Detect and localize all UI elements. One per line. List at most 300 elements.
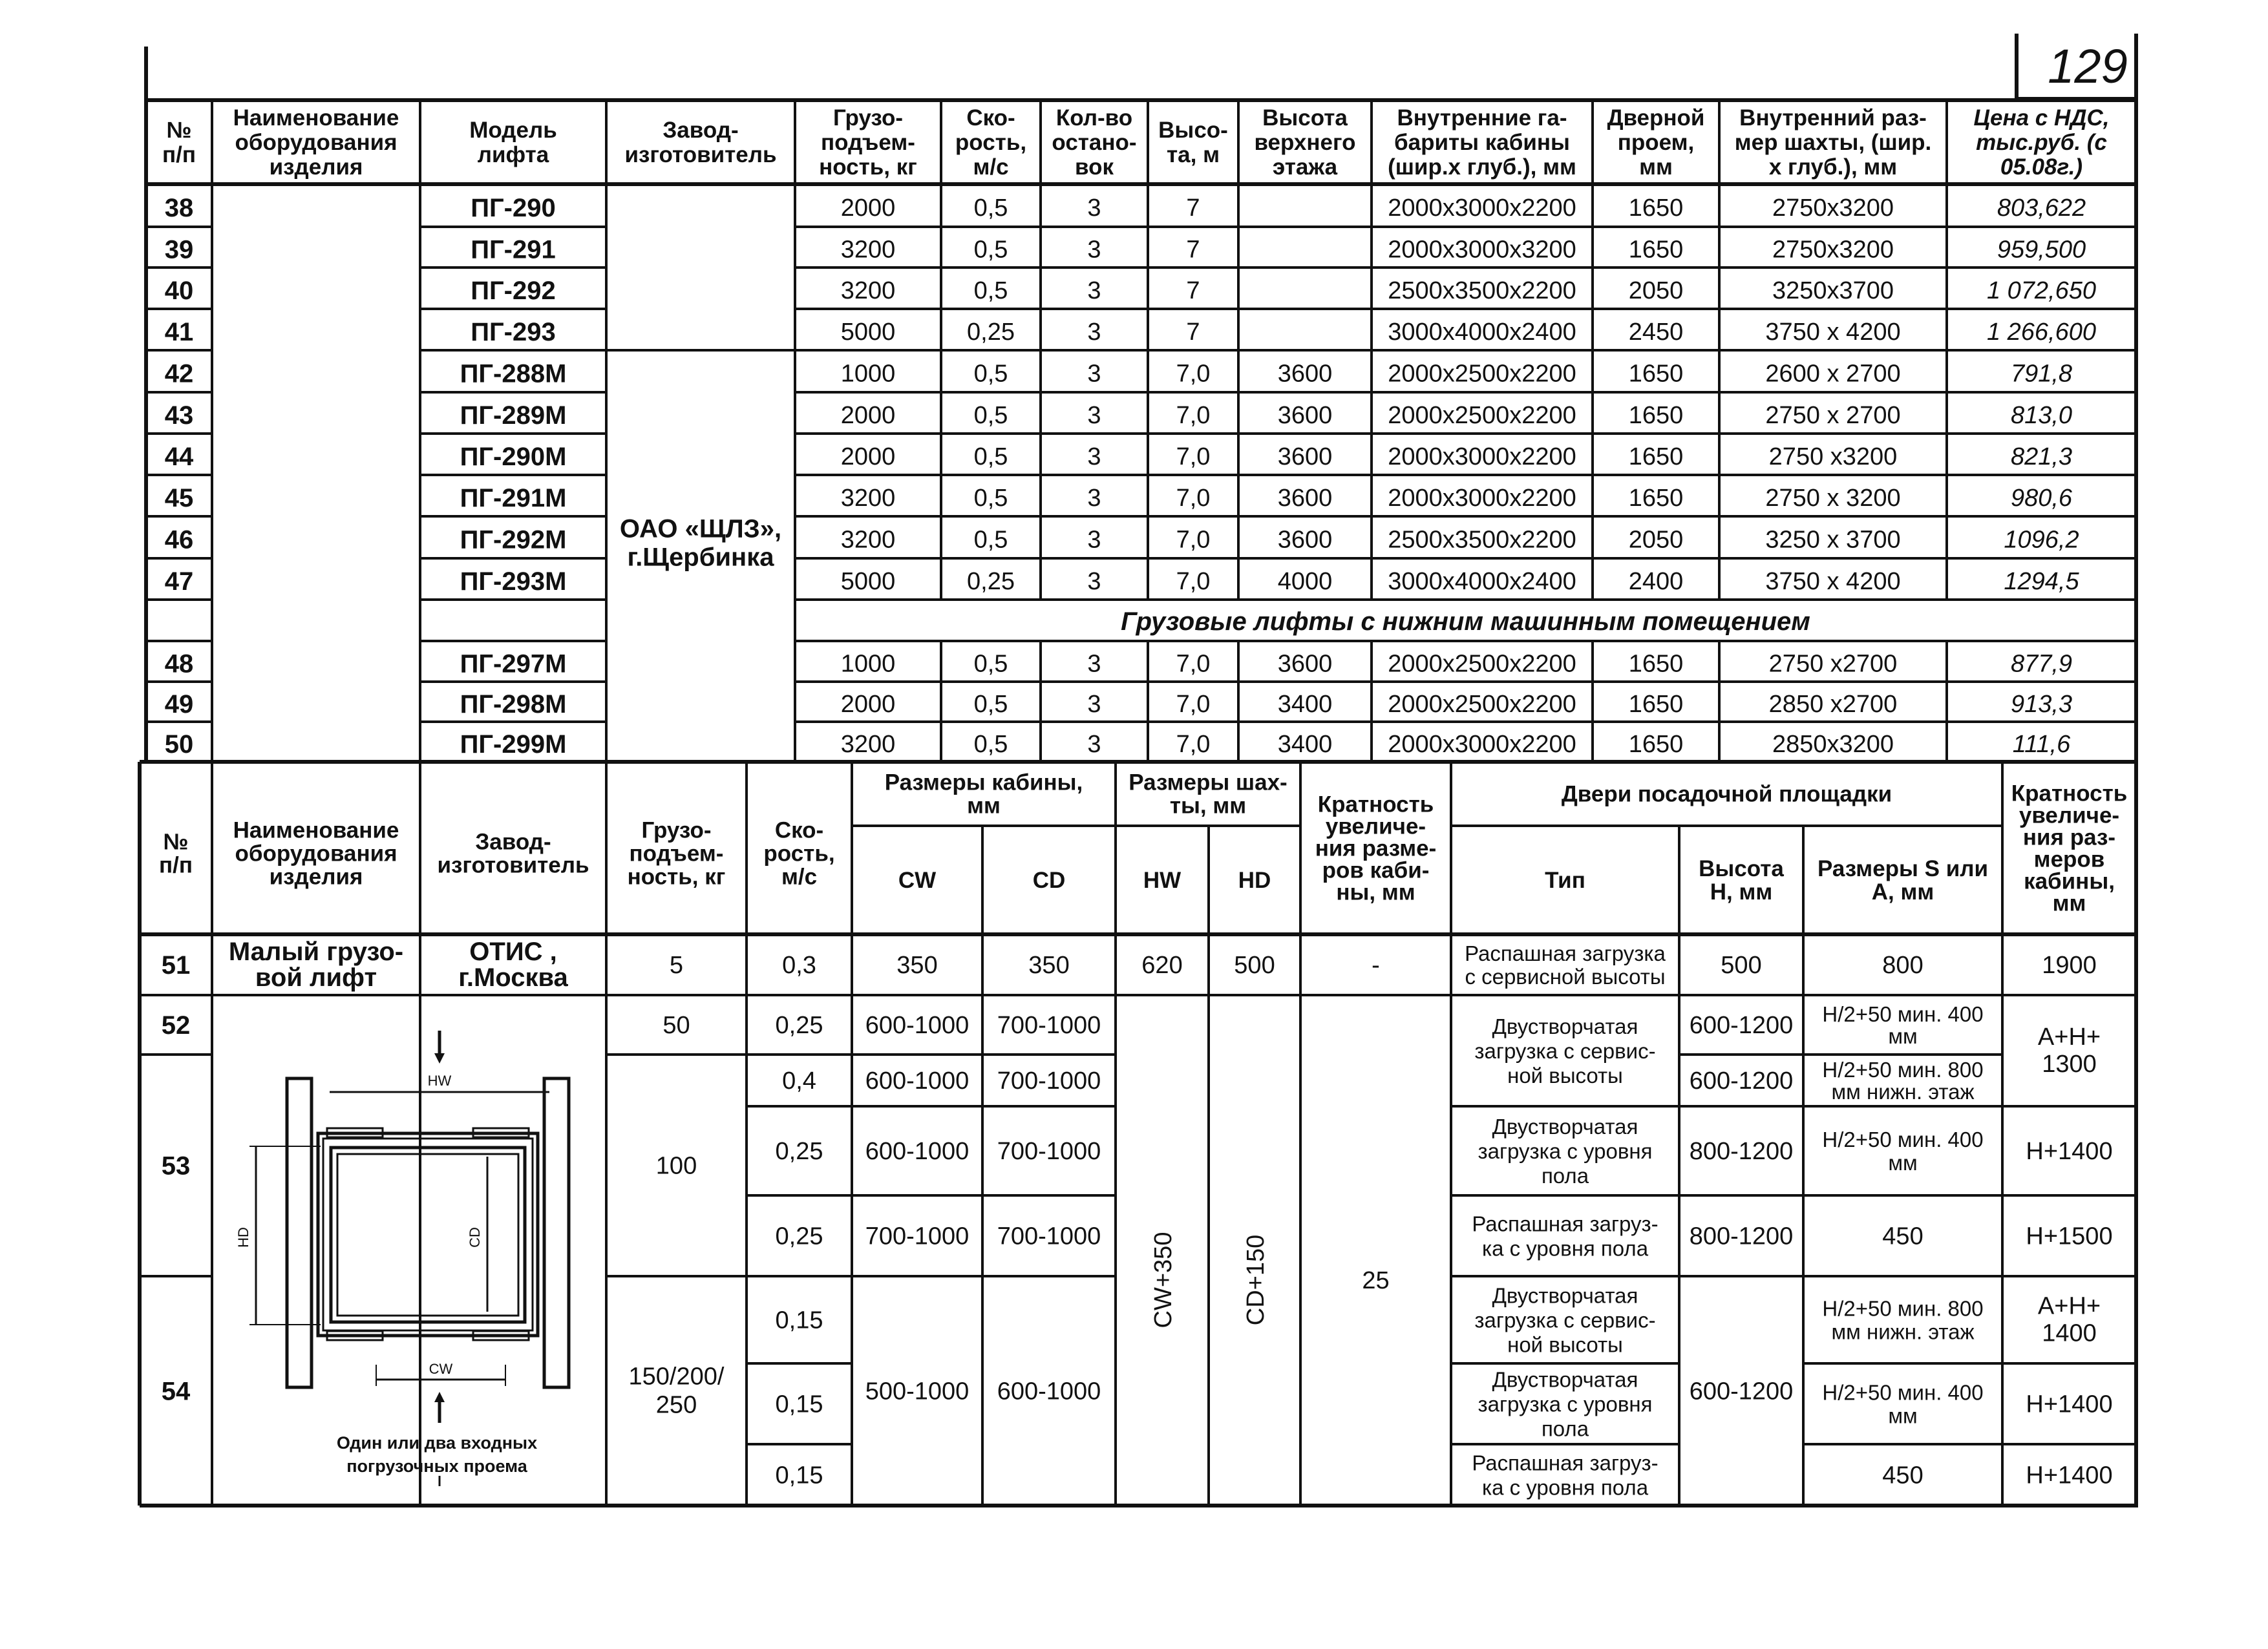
- r53a-cw: 600-1000: [865, 1067, 970, 1095]
- t2-header-cap-line-3: ность, кг: [627, 864, 726, 890]
- table1-header-col-1-line-2: п/п: [162, 142, 196, 167]
- cell-col-8: 7,0: [1176, 402, 1211, 429]
- r51-h: 500: [1721, 952, 1762, 979]
- r53b-type-line-1: Двустворчатая: [1492, 1115, 1638, 1139]
- r54c-type-line-1: Распашная загруз-: [1472, 1451, 1659, 1475]
- cell-col-5: 2000: [840, 402, 896, 429]
- row-number: 44: [164, 443, 194, 471]
- r51-num: 51: [161, 951, 191, 980]
- cell-col-6: 0,5: [973, 194, 1008, 222]
- table1-header-col-13-line-3: 05.08г.): [2000, 154, 2083, 180]
- cell-col-6: 0,5: [973, 731, 1008, 758]
- cell-col-10: 2000x2500x2200: [1388, 360, 1576, 388]
- r53a-s-line-1: Н/2+50 мин. 800: [1822, 1058, 1984, 1082]
- cell-col-9: 3600: [1277, 360, 1333, 388]
- table1-header-col-4-line-2: изготовитель: [624, 142, 777, 167]
- table1-header-col-7-line-3: вок: [1075, 154, 1114, 180]
- cell-col-10: 3000x4000x2400: [1388, 319, 1576, 346]
- cell-col-10: 2500x3500x2200: [1388, 526, 1576, 554]
- row-number: 38: [164, 194, 194, 222]
- r53b-type-line-3: пола: [1541, 1164, 1589, 1188]
- cell-col-12: 2750x3200: [1772, 236, 1894, 264]
- r54b-mult2: Н+1400: [2026, 1391, 2113, 1418]
- cell-col-8: 7: [1186, 319, 1200, 346]
- t2-header-mult-line-3: ния разме-: [1315, 835, 1437, 861]
- t2-header-mult2-line-1: Кратность: [2011, 781, 2128, 806]
- r53a-h: 600-1200: [1689, 1067, 1794, 1095]
- cell-col-9: 4000: [1277, 568, 1333, 595]
- r54b-s-line-2: мм: [1888, 1403, 1918, 1428]
- r52-type-line-3: ной высоты: [1507, 1064, 1623, 1087]
- cell-col-5: 3200: [840, 526, 896, 554]
- cell-col-11: 1650: [1628, 402, 1684, 429]
- lift-model: ПГ-290М: [460, 443, 567, 471]
- r54a-type-line-1: Двустворчатая: [1492, 1283, 1638, 1308]
- freight-lifts-table: [145, 100, 2138, 762]
- cell-col-10: 2500x3500x2200: [1388, 277, 1576, 304]
- t2-header-mult2-line-5: кабины,: [2024, 868, 2115, 894]
- r51-hw: 620: [1141, 952, 1183, 979]
- cell-col-9: 3600: [1277, 443, 1333, 470]
- table1-header-col-13-line-2: тыс.руб. (с: [1976, 130, 2107, 155]
- cell-col-11: 1650: [1628, 731, 1684, 758]
- t2-header-cd: CD: [1032, 868, 1066, 893]
- cell-col-12: 3250x3700: [1772, 277, 1894, 304]
- cell-col-11: 1650: [1628, 194, 1684, 222]
- t2-header-speed-line-1: Ско-: [774, 817, 824, 843]
- table1-header-col-5-line-3: ность, кг: [819, 154, 917, 180]
- lift-model: ПГ-288М: [460, 359, 567, 388]
- lift-model: ПГ-290: [471, 194, 556, 222]
- t2-header-cap-line-1: Грузо-: [641, 817, 712, 843]
- table1-header-col-7-line-2: остано-: [1052, 130, 1137, 155]
- r53c-mult2: Н+1500: [2026, 1223, 2113, 1250]
- t2-header-mult-line-4: ров каби-: [1322, 857, 1430, 883]
- t2-header-mult2-line-6: мм: [2052, 890, 2086, 916]
- cell-col-5: 3200: [840, 731, 896, 758]
- cell-col-11: 1650: [1628, 236, 1684, 264]
- t2-header-speed-line-3: м/с: [781, 864, 818, 890]
- cell-col-10: 3000x4000x2400: [1388, 568, 1576, 595]
- t2-header-hw: HW: [1143, 868, 1182, 893]
- table1-header-col-2-line-3: изделия: [269, 154, 363, 180]
- cell-col-12: 3750 x 4200: [1765, 319, 1901, 346]
- cell-col-12: 2750 x 2700: [1765, 402, 1901, 429]
- t2-header-hd: HD: [1238, 868, 1271, 893]
- cell-col-9: 3600: [1277, 485, 1333, 512]
- r53c-type-line-1: Распашная загруз-: [1472, 1212, 1659, 1236]
- r51-hd: 500: [1234, 952, 1275, 979]
- table1-header-col-3-line-2: лифта: [477, 142, 549, 167]
- r52-num: 52: [161, 1011, 191, 1040]
- table1-header-col-10-line-1: Внутренние га-: [1397, 105, 1567, 131]
- cell-col-6: 0,5: [973, 485, 1008, 512]
- cell-col-9: 3400: [1277, 731, 1333, 758]
- cell-col-8: 7,0: [1176, 526, 1211, 554]
- cell-col-13: 1 266,600: [1986, 319, 2097, 346]
- cell-col-12: 2750x3200: [1772, 194, 1894, 222]
- table1-header-col-9-line-1: Высота: [1262, 105, 1348, 131]
- table1-header-col-11-line-2: проем,: [1617, 130, 1695, 155]
- cell-col-7: 3: [1087, 568, 1101, 595]
- r53b-speed: 0,25: [775, 1138, 823, 1165]
- table1-header-col-6-line-3: м/с: [973, 154, 1009, 180]
- r51-mfr-line-1: ОТИС ,: [469, 938, 557, 966]
- r54c-s: 450: [1882, 1462, 1924, 1489]
- cell-col-10: 2000x2500x2200: [1388, 691, 1576, 718]
- r54a-s-line-1: Н/2+50 мин. 800: [1822, 1296, 1984, 1321]
- cell-col-11: 1650: [1628, 691, 1684, 718]
- cell-col-12: 2850x3200: [1772, 731, 1894, 758]
- cell-col-8: 7,0: [1176, 650, 1211, 678]
- r53b-cd: 700-1000: [997, 1138, 1101, 1165]
- r52-cap: 50: [662, 1012, 690, 1039]
- row-number: 47: [164, 567, 194, 596]
- cell-col-10: 2000x3000x2200: [1388, 731, 1576, 758]
- t2-header-mult2-line-3: ния раз-: [2022, 824, 2116, 850]
- cell-col-6: 0,25: [967, 319, 1015, 346]
- cell-col-6: 0,5: [973, 443, 1008, 470]
- cell-col-5: 2000: [840, 691, 896, 718]
- row-number: 39: [164, 235, 194, 264]
- table1-header-col-11-line-1: Дверной: [1607, 105, 1705, 131]
- r53b-s-line-1: Н/2+50 мин. 400: [1822, 1128, 1984, 1151]
- r52-s-line-1: Н/2+50 мин. 400: [1822, 1002, 1984, 1026]
- r54-cw: 500-1000: [865, 1378, 970, 1405]
- r53-num: 53: [161, 1151, 191, 1181]
- cell-col-11: 1650: [1628, 485, 1684, 512]
- cell-col-8: 7,0: [1176, 360, 1211, 388]
- cell-col-9: 3400: [1277, 691, 1333, 718]
- cell-col-10: 2000x2500x2200: [1388, 650, 1576, 678]
- lift-model: ПГ-292: [471, 277, 556, 305]
- mult-common: 25: [1362, 1267, 1390, 1294]
- cell-col-5: 2000: [840, 194, 896, 222]
- t2-header-name-line-1: Наименование: [233, 817, 399, 843]
- cell-col-5: 1000: [840, 360, 896, 388]
- t2-header-speed-line-2: рость,: [763, 841, 835, 867]
- cell-col-12: 2750 x2700: [1768, 650, 1898, 678]
- table1-header-col-9-line-2: верхнего: [1254, 130, 1356, 155]
- r54-cd: 600-1000: [997, 1378, 1101, 1405]
- r53c-speed: 0,25: [775, 1223, 823, 1250]
- manufacturer-line-1: ОАО «ЩЛЗ»,: [619, 514, 782, 543]
- row-number: 40: [164, 277, 194, 305]
- cell-col-11: 1650: [1628, 650, 1684, 678]
- table1-header-col-6-line-2: рость,: [955, 130, 1027, 155]
- r52-cd: 700-1000: [997, 1012, 1101, 1039]
- lift-model: ПГ-298М: [460, 690, 567, 719]
- row-number: 49: [164, 690, 194, 719]
- table1-header-col-1-line-1: №: [166, 118, 192, 143]
- cell-col-6: 0,25: [967, 568, 1015, 595]
- r51-type-line-1: Распашная загрузка: [1465, 941, 1666, 965]
- cell-col-5: 5000: [840, 319, 896, 346]
- r51-name-line-2: вой лифт: [255, 963, 377, 992]
- cell-col-5: 1000: [840, 650, 896, 678]
- cell-col-6: 0,5: [973, 277, 1008, 304]
- cell-col-13: 1096,2: [2004, 526, 2079, 554]
- row-number: 41: [164, 318, 194, 346]
- t2-header-h-line-1: Высота: [1699, 856, 1784, 881]
- r53b-mult2: Н+1400: [2026, 1138, 2113, 1165]
- t2-header-num-line-1: №: [163, 829, 189, 855]
- row-number: 45: [164, 484, 194, 512]
- table1-header-col-10-line-2: бариты кабины: [1394, 130, 1570, 155]
- r54c-speed: 0,15: [775, 1462, 823, 1489]
- hw-common: CW+350: [1150, 1232, 1177, 1329]
- cell-col-11: 2050: [1628, 526, 1684, 554]
- cell-col-5: 3200: [840, 236, 896, 264]
- t2-header-shaft-line-1: Размеры шах-: [1129, 770, 1288, 795]
- r52-cw: 600-1000: [865, 1012, 970, 1039]
- cell-col-12: 2850 x2700: [1768, 691, 1898, 718]
- t2-header-type: Тип: [1545, 868, 1585, 893]
- t2-header-cab-line-2: мм: [967, 793, 1001, 819]
- cell-col-7: 3: [1087, 402, 1101, 429]
- r54b-type-line-3: пола: [1541, 1416, 1589, 1441]
- t2-header-cab-line-1: Размеры кабины,: [884, 770, 1083, 795]
- r54a-speed: 0,15: [775, 1307, 823, 1334]
- t2-header-num-line-2: п/п: [158, 852, 193, 878]
- cell-col-13: 913,3: [2010, 691, 2073, 718]
- r54a-type-line-2: загрузка с сервис-: [1474, 1308, 1656, 1332]
- r54-num: 54: [161, 1377, 191, 1406]
- diagram-caption-line-1: Один или два входных: [336, 1433, 538, 1453]
- cell-col-8: 7,0: [1176, 485, 1211, 512]
- r54a-mult2-line-1: А+Н+: [2037, 1292, 2101, 1320]
- t2-header-cw: CW: [898, 868, 937, 893]
- cell-col-11: 2450: [1628, 319, 1684, 346]
- cell-col-9: 3600: [1277, 402, 1333, 429]
- r54b-s-line-1: Н/2+50 мин. 400: [1822, 1380, 1984, 1405]
- t2-header-mult-line-5: ны, мм: [1336, 879, 1415, 905]
- cell-col-8: 7,0: [1176, 443, 1211, 470]
- diagram-cw-label: CW: [429, 1361, 453, 1377]
- cell-col-7: 3: [1087, 650, 1101, 678]
- row-number: 43: [164, 401, 194, 430]
- lift-model: ПГ-299М: [460, 730, 567, 759]
- cell-col-7: 3: [1087, 360, 1101, 388]
- cell-col-11: 2050: [1628, 277, 1684, 304]
- r54-cap-line-2: 250: [655, 1391, 697, 1419]
- r51-mult2: 1900: [2042, 952, 2097, 979]
- page-number: 129: [2048, 39, 2128, 93]
- cell-col-13: 111,6: [2012, 731, 2071, 758]
- r53c-type-line-2: ка с уровня пола: [1481, 1236, 1649, 1261]
- cell-col-11: 1650: [1628, 360, 1684, 388]
- table1-header-col-5-line-1: Грузо-: [833, 105, 903, 131]
- r52-mult2-line-2: 1300: [2042, 1051, 2097, 1078]
- cell-col-7: 3: [1087, 277, 1101, 304]
- table1-header-col-8-line-1: Высо-: [1158, 118, 1228, 143]
- r54c-mult2: Н+1400: [2026, 1462, 2113, 1489]
- r54c-type-line-2: ка с уровня пола: [1481, 1475, 1649, 1500]
- r54a-mult2-line-2: 1400: [2042, 1319, 2097, 1347]
- r52-s-line-2: мм: [1888, 1024, 1918, 1048]
- cell-col-13: 813,0: [2010, 402, 2073, 429]
- cell-col-5: 3200: [840, 485, 896, 512]
- cell-col-8: 7: [1186, 277, 1200, 304]
- r52-type-line-1: Двустворчатая: [1492, 1014, 1638, 1038]
- r54b-type-line-1: Двустворчатая: [1492, 1367, 1638, 1392]
- r52-h: 600-1200: [1689, 1012, 1794, 1039]
- lift-model: ПГ-291: [471, 235, 556, 264]
- cell-col-8: 7: [1186, 236, 1200, 264]
- cell-col-6: 0,5: [973, 691, 1008, 718]
- row-number: 42: [164, 359, 194, 388]
- cell-col-6: 0,5: [973, 650, 1008, 678]
- r51-mfr-line-2: г.Москва: [458, 963, 568, 992]
- cell-col-8: 7,0: [1176, 691, 1211, 718]
- diagram-cd-label: CD: [467, 1227, 483, 1248]
- table1-header-col-8-line-2: та, м: [1167, 142, 1220, 167]
- cell-col-11: 1650: [1628, 443, 1684, 470]
- manufacturer-line-2: г.Щербинка: [627, 543, 774, 572]
- cell-col-7: 3: [1087, 691, 1101, 718]
- r51-s: 800: [1882, 952, 1924, 979]
- r51-cw: 350: [896, 952, 938, 979]
- r52-speed: 0,25: [775, 1012, 823, 1039]
- r53a-speed: 0,4: [782, 1067, 816, 1095]
- cell-col-6: 0,5: [973, 360, 1008, 388]
- cell-col-12: 2750 x 3200: [1765, 485, 1901, 512]
- cell-col-7: 3: [1087, 236, 1101, 264]
- table1-header-col-12-line-1: Внутренний раз-: [1739, 105, 1927, 131]
- cell-col-6: 0,5: [973, 526, 1008, 554]
- r54a-type-line-3: ной высоты: [1507, 1332, 1623, 1357]
- cell-col-6: 0,5: [973, 236, 1008, 264]
- r53-cap: 100: [655, 1152, 697, 1180]
- r54-cap-line-1: 150/200/: [628, 1363, 725, 1391]
- cell-col-7: 3: [1087, 731, 1101, 758]
- table1-header-col-13-line-1: Цена с НДС,: [1973, 105, 2110, 131]
- table1-header-col-7-line-1: Кол-во: [1055, 105, 1133, 131]
- r53b-h: 800-1200: [1689, 1138, 1794, 1165]
- cell-col-7: 3: [1087, 319, 1101, 346]
- lift-model: ПГ-297М: [460, 649, 567, 678]
- cell-col-10: 2000x3000x2200: [1388, 443, 1576, 470]
- r53c-h: 800-1200: [1689, 1223, 1794, 1250]
- table1-header-col-4-line-1: Завод-: [662, 118, 739, 143]
- table1-header-col-2-line-2: оборудования: [235, 130, 397, 155]
- r54b-speed: 0,15: [775, 1391, 823, 1418]
- t2-header-s-line-1: Размеры S или: [1818, 856, 1988, 881]
- r52-mult2-line-1: А+Н+: [2037, 1024, 2101, 1051]
- row-number: 50: [164, 730, 194, 759]
- r53b-s-line-2: мм: [1888, 1151, 1918, 1175]
- cell-col-12: 3750 x 4200: [1765, 568, 1901, 595]
- section-title: Грузовые лифты с нижним машинным помещением: [1121, 607, 1810, 636]
- lift-model: ПГ-289М: [460, 401, 567, 430]
- cell-col-11: 2400: [1628, 568, 1684, 595]
- cell-col-9: 3600: [1277, 650, 1333, 678]
- lift-plan-diagram: [235, 1031, 569, 1486]
- r52-type-line-2: загрузка с сервис-: [1474, 1039, 1656, 1063]
- r53b-type-line-2: загрузка с уровня: [1478, 1139, 1653, 1163]
- t2-header-mult2-line-4: меров: [2033, 846, 2105, 872]
- cell-col-10: 2000x3000x2200: [1388, 194, 1576, 222]
- cell-col-13: 803,622: [1997, 194, 2086, 222]
- lift-model: ПГ-293М: [460, 567, 567, 596]
- cell-col-10: 2000x3000x2200: [1388, 485, 1576, 512]
- cell-col-13: 1294,5: [2004, 568, 2079, 595]
- table1-header-col-10-line-3: (шир.х глуб.), мм: [1388, 154, 1576, 180]
- r53a-s-line-2: мм нижн. этаж: [1831, 1080, 1975, 1104]
- lift-model: ПГ-292М: [460, 525, 567, 554]
- cell-col-9: 3600: [1277, 526, 1333, 554]
- cell-col-7: 3: [1087, 485, 1101, 512]
- r51-cd: 350: [1028, 952, 1070, 979]
- r54b-type-line-2: загрузка с уровня: [1478, 1392, 1653, 1416]
- t2-header-h-line-2: Н, мм: [1710, 879, 1773, 905]
- diagram-caption-line-2: погрузочных проема: [346, 1456, 527, 1476]
- r54-h: 600-1200: [1689, 1378, 1794, 1405]
- cell-col-10: 2000x2500x2200: [1388, 402, 1576, 429]
- t2-header-mult-line-1: Кратность: [1317, 792, 1434, 817]
- table1-header-col-12-line-3: х глуб.), мм: [1768, 154, 1898, 180]
- row-number: 46: [164, 525, 194, 554]
- cell-col-8: 7,0: [1176, 568, 1211, 595]
- diagram-hd-label: HD: [235, 1227, 251, 1248]
- cell-col-7: 3: [1087, 194, 1101, 222]
- r54a-s-line-2: мм нижн. этаж: [1831, 1319, 1975, 1344]
- cell-col-13: 1 072,650: [1986, 277, 2097, 304]
- t2-header-mfr-line-1: Завод-: [475, 829, 551, 855]
- cell-col-12: 2750 x3200: [1768, 443, 1898, 470]
- t2-header-doors: Двери посадочной площадки: [1561, 781, 1892, 807]
- cell-col-8: 7,0: [1176, 731, 1211, 758]
- table1-header: [162, 105, 2110, 180]
- cell-col-13: 791,8: [2010, 360, 2073, 388]
- cell-col-5: 2000: [840, 443, 896, 470]
- t2-header-mult2-line-2: увеличе-: [2019, 803, 2120, 828]
- r53c-cw: 700-1000: [865, 1223, 970, 1250]
- table1-header-col-5-line-2: подъем-: [821, 130, 915, 155]
- hd-common: CD+150: [1242, 1234, 1269, 1326]
- cell-col-7: 3: [1087, 443, 1101, 470]
- cell-col-13: 980,6: [2010, 485, 2073, 512]
- table1-header-col-12-line-2: мер шахты, (шир.: [1734, 130, 1932, 155]
- cell-col-5: 5000: [840, 568, 896, 595]
- table1-header-col-11-line-3: мм: [1639, 154, 1673, 180]
- r51-speed: 0,3: [782, 952, 816, 979]
- cell-col-8: 7: [1186, 194, 1200, 222]
- cell-col-5: 3200: [840, 277, 896, 304]
- r53c-s: 450: [1882, 1223, 1924, 1250]
- cell-col-7: 3: [1087, 526, 1101, 554]
- row-number: 48: [164, 649, 194, 678]
- r51-type-line-2: с сервисной высоты: [1465, 965, 1666, 989]
- t2-header-name-line-2: оборудования: [235, 841, 397, 867]
- table1-header-col-6-line-1: Ско-: [966, 105, 1015, 131]
- cell-col-13: 821,3: [2010, 443, 2073, 470]
- diagram-hw-label: HW: [427, 1073, 452, 1089]
- cell-col-12: 3250 x 3700: [1765, 526, 1901, 554]
- table1-header-col-9-line-3: этажа: [1272, 154, 1338, 180]
- t2-header-mult-line-2: увеличе-: [1325, 814, 1426, 839]
- cell-col-13: 959,500: [1997, 236, 2086, 264]
- lift-model: ПГ-291М: [460, 484, 567, 512]
- lift-model: ПГ-293: [471, 318, 556, 346]
- cell-col-10: 2000x3000x3200: [1388, 236, 1576, 264]
- cell-col-13: 877,9: [2010, 650, 2073, 678]
- page-frame: [146, 34, 2136, 102]
- r51-mult: -: [1372, 952, 1380, 979]
- t2-header-mfr-line-2: изготовитель: [437, 852, 589, 878]
- table1-header-col-3-line-1: Модель: [469, 118, 557, 143]
- t2-header-shaft-line-2: ты, мм: [1169, 793, 1247, 819]
